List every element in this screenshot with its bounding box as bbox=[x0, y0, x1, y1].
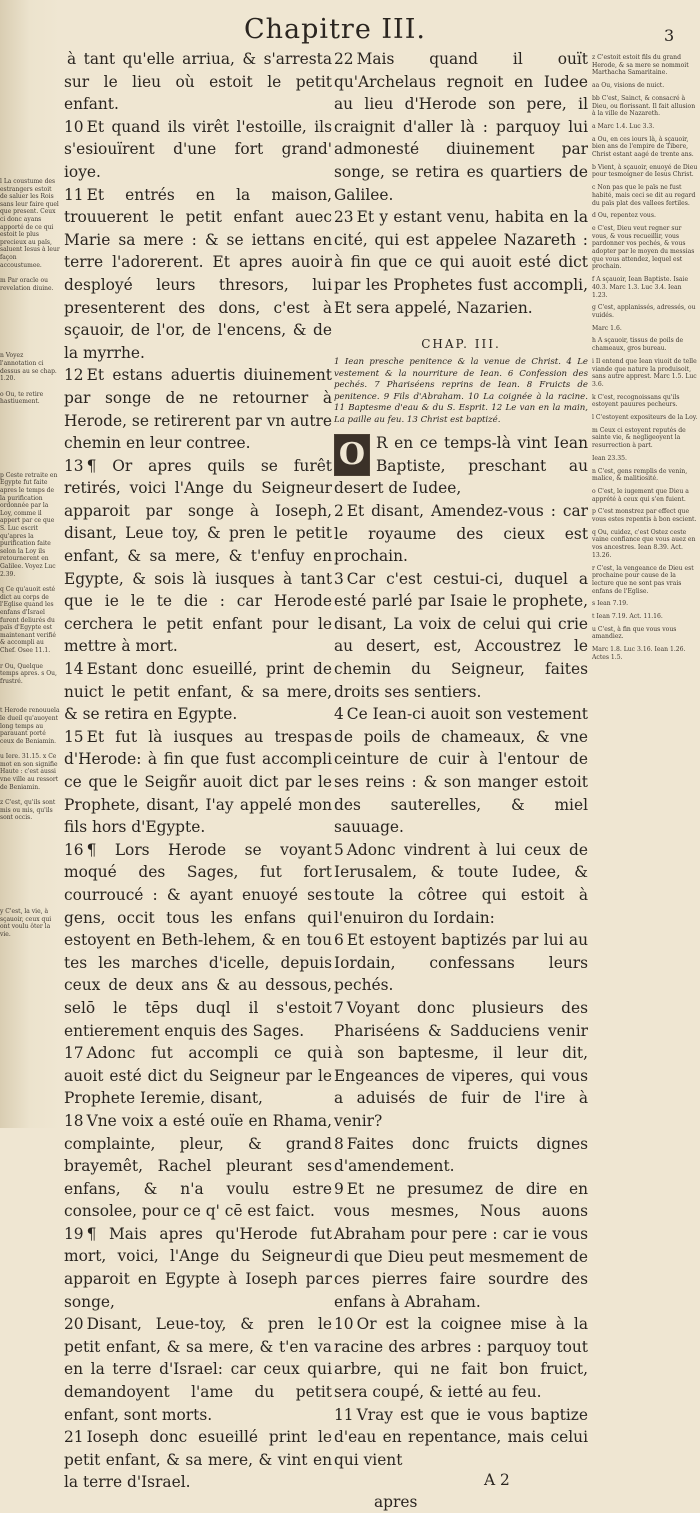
verse: 23 Et y estant venu, habita en la cité, qui est appelee Nazareth : à fin que ce qui auoit esté dict par les Prophetes fust accompli, Et sera appelé, Nazarien. bbox=[334, 208, 588, 317]
margin-note: z C'est, qu'ils sont mis ou mis, qu'ils sont occis. bbox=[0, 799, 56, 822]
decorated-initial: O bbox=[334, 434, 370, 476]
margin-note: i Il entend que Iean viuoit de telle viande que nature la produisoit, sans autre apprest. Marc 1.5. Luc 3.6. bbox=[592, 357, 697, 388]
verse: 6 Et estoyent baptizés par lui au Iordain, confessans leurs pechés. bbox=[334, 931, 588, 995]
verse: 11 Vray est que ie vous baptize d'eau en repentance, mais celui qui vient bbox=[334, 1405, 588, 1469]
margin-note: c Non pas que le païs ne fust habité, mais ceci se dit au regard du païs plat des vallees fertiles. bbox=[592, 184, 696, 207]
verse: 14 Estant donc esueillé, print de nuict le petit enfant, & sa mere, & se retira en Egypte. bbox=[64, 660, 332, 724]
margin-note: p Ceste retraite en Egypte fut faite apres le temps de la purification ordonnée par la Loy, comme il appert par ce que S. Luc escrit qu'apres la purification faite selon la Loy ils retournerent en Galilee. Voyez Luc 2.39. bbox=[0, 471, 58, 578]
margin-note: m Par oracle ou revelation diuine. bbox=[0, 277, 54, 292]
verse: à tant qu'elle arriua, & s'arresta sur le lieu où estoit le petit enfant. bbox=[64, 50, 332, 114]
signature-mark: A 2 bbox=[484, 1471, 510, 1490]
margin-note: f A sçauoir, Iean Baptiste. Isaie 40.3. Marc 1.3. Luc 3.4. Iean 1.23. bbox=[592, 276, 689, 299]
verse: 17 Adonc fut accompli ce qui auoit esté dict du Seigneur par le Prophete Ieremie, disant, bbox=[64, 1044, 332, 1108]
left-margin-glosses bbox=[0, 178, 60, 946]
verse: 4 Ce Iean-ci auoit son vestement de poils de chameaux, & vne ceinture de cuir à l'entour de ses reins : & son manger estoit des sauterelles, & miel sauuage. bbox=[334, 705, 588, 837]
verse: 21 Ioseph donc esueillé print le petit enfant, & sa mere, & vint en la terre d'Israel. bbox=[64, 1428, 332, 1492]
margin-note: l La coustume des estrangers estoit de saluer les Rois sans leur faire quel que present. Ceux ci donc ayans apporté de ce qui estoit le plus precieux au païs, saluent Iesus à leur façon accoustumee. bbox=[0, 178, 60, 269]
verse: 5 Adonc vindrent à lui ceux de Ierusalem, & toute Iudee, & toute la côtree qui estoit à l'enuiron du Iordain: bbox=[334, 840, 588, 927]
margin-note: t Herode renouuela le dueil qu'auoyent long temps au parauant porté ceux de Beniamin. bbox=[0, 707, 60, 745]
margin-note: aa Ou, visions de nuict. bbox=[592, 82, 665, 90]
margin-note: p C'est monstrez par effect que vous estes repentis à bon escient. bbox=[592, 508, 697, 524]
margin-note: z C'estoit estoit fils du grand Herode, & sa mere se nommoit Marthacha Samaritaine. bbox=[592, 54, 689, 77]
margin-note: r C'est, la vengeance de Dieu est prochaine pour cause de la lecture que ne sont pas vrais enfans de l'Eglise. bbox=[592, 564, 694, 595]
margin-note: o C'est, le iugement que Dieu a apprété à ceux qui s'en fuient. bbox=[592, 487, 689, 503]
verse: 2 Et disant, Amendez-vous : car le royaume des cieux est prochain. bbox=[334, 501, 588, 566]
margin-note: k C'est, recognoissans qu'ils estoyent pauures pecheurs. bbox=[592, 393, 680, 409]
margin-note: Marc 1.8. Luc 3.16. Iean 1.26. Actes 1.5. bbox=[592, 646, 686, 661]
margin-note: r Ou, Quelque temps apres. s Ou, frustré. bbox=[0, 662, 57, 685]
left-text-column bbox=[64, 48, 332, 1494]
chapter-summary: 1 Iean presche penitence & la venue de Christ. 4 Le vestement & la nourriture de Iean. 6 Confession des pechés. 7 Phariséens reprins de Iean. 8 Fruicts de penitence. 9 Fils d'Abraham. 10 La coignée à la racine. 11 Baptesme d'eau & du S. Esprit. 12 Le van en la main, La paille au feu. 13 Christ est baptizé. bbox=[334, 357, 588, 425]
margin-note: a Ou, en ces iours là, à sçauoir, bien ans de l'empire de Tibere, Christ estant aagé de trente ans. bbox=[592, 135, 694, 159]
margin-note: q Ou, cuidez, c'est Ostez ceste vaine confiance que vous auez en vos ancestres. Iean 8.39. Act. 13.26. bbox=[592, 528, 696, 559]
margin-note: h A sçauoir, tissus de poils de chameaux, gros bureau. bbox=[592, 337, 684, 353]
verse: 7 Voyant donc plusieurs des Phariséens & Sadduciens venir à son baptesme, il leur dit, Engeances de viperes, qui vous a aduisés de fuir de l'ire à venir? bbox=[334, 998, 588, 1130]
verse: 10 Or est la coignee mise à la racine des arbres : parquoy tout arbre, qui ne fait bon fruict, sera coupé, & ietté au feu. bbox=[334, 1315, 588, 1402]
right-margin-glosses bbox=[592, 54, 698, 667]
margin-note: bb C'est, Sainct, & consacré à Dieu, ou florissant. Il fait allusion à la ville de Nazareth. bbox=[592, 94, 696, 118]
verse: O R en ce temps-là vint Iean Baptiste, preschant au desert de Iudee, bbox=[334, 434, 588, 498]
margin-note: l C'estoyent expositeurs de la Loy. bbox=[592, 414, 698, 422]
verse: 19 ¶ Mais apres qu'Herode fut mort, voici, l'Ange du Seigneur apparoit en Egypte à Ioseph par songe, bbox=[64, 1224, 332, 1311]
verse: 12 Et estans aduertis diuinement par songe de ne retourner à Herode, se retirerent par vn autre chemin en leur contree. bbox=[64, 366, 332, 453]
margin-note: m Ceux ci estoyent reputés de sainte vie, & negligeoyent la resurrection à part. bbox=[592, 426, 686, 450]
margin-note: n Voyez l'annotation ci dessus au se chap. 1.20. bbox=[0, 352, 57, 383]
margin-note: e C'est, Dieu veut regner sur vous, & vous recueillir, vous pardonner vos pechés, & vous adopter par le moyen du messias que vous attendez, lequel est prochain. bbox=[592, 224, 695, 271]
verse: 3 Car c'est cestui-ci, duquel a esté parlé par Isaie le prophete, disant, La voix de celui qui crie au desert, est, Accoustrez le chemin du Seigneur, faites droits ses sentiers. bbox=[334, 569, 588, 701]
page-number: 3 bbox=[664, 26, 675, 45]
margin-note: d Ou, repentez vous. bbox=[592, 212, 656, 220]
verse: 8 Faites donc fruicts dignes d'amendement. bbox=[334, 1134, 588, 1176]
verse: 11 Et entrés en la maison, trouuerent le petit enfant auec Marie sa mere : & se iettans en terre l'adorerent. Et apres auoir desployé leurs thresors, lui presenterent des dons, c'est à sçauoir, de l'or, de l'encens, & de la myrrhe. bbox=[64, 185, 332, 362]
chapter-title: Chapitre III. bbox=[244, 14, 426, 45]
margin-note: Iean 23.35. bbox=[592, 454, 627, 462]
running-header bbox=[0, 14, 700, 50]
verse: 9 Et ne presumez de dire en vous mesmes, Nous auons Abraham pour pere : car ie vous di que Dieu peut mesmement de ces pierres faire sourdre des enfans à Abraham. bbox=[334, 1179, 588, 1311]
margin-note: s Iean 7.19. bbox=[592, 600, 629, 608]
margin-note: Marc 1.6. bbox=[592, 324, 622, 332]
margin-note: t Iean 7.19. Act. 11.16. bbox=[592, 613, 663, 621]
chapter-heading: CHAP. III. bbox=[421, 337, 501, 352]
verse: 22 Mais quand il ouït qu'Archelaus regnoit en Iudee au lieu d'Herode son pere, il craignit d'aller là : parquoy lui admonesté diuinement par songe, se retira es quartiers de Galilee. bbox=[334, 50, 588, 204]
catchline bbox=[334, 1469, 588, 1513]
verse: 18 Vne voix a esté ouïe en Rhama, complainte, pleur, & grand brayemêt, Rachel pleurant ses enfans, & n'a voulu estre consolee, pour ce q' cē est faict. bbox=[64, 1111, 332, 1221]
margin-note: u Iere. 31.15. x Ce mot en son signifie Haute : c'est aussi vne ville au ressort de Beniamin. bbox=[0, 753, 59, 791]
right-text-column bbox=[334, 48, 588, 1513]
verse: 15 Et fut là iusques au trespas d'Herode: à fin que fust accompli ce que le Seigñr auoit dict par le Prophete, disant, I'ay appelé mon fils hors d'Egypte. bbox=[64, 727, 332, 837]
catchword: apres bbox=[374, 1493, 418, 1512]
verse: 20 Disant, Leue-toy, & pren le petit enfant, & sa mere, & t'en va en la terre d'Israel: car ceux qui demandoyent l'ame du petit enfant, sont morts. bbox=[64, 1315, 332, 1424]
verse: 16 ¶ Lors Herode se voyant moqué des Sages, fut fort courroucé : & ayant enuoyé ses gens, occit tous les enfans qui estoyent en Beth-lehem, & en tou tes les marches d'icelle, depuis ceux de deux ans & au dessous, selō le tēps duql il s'estoit entierement enquis des Sages. bbox=[64, 840, 332, 1040]
verse: 13 ¶ Or apres quils se furêt retirés, voici l'Ange du Seigneur apparoit par songe à Ioseph, disant, Leue toy, & pren le petit enfant, & sa mere, & t'enfuy en Egypte, & sois là iusques à tant que ie le te die : car Herode cerchera le petit enfant pour le mettre à mort. bbox=[64, 456, 332, 656]
margin-note: o Ou, te retire hastiuement. bbox=[0, 390, 44, 406]
margin-note: y C'est, la vie, à sçauoir, ceux qui ont voulu ôter la vie. bbox=[0, 908, 52, 938]
verse: 10 Et quand ils virêt l'estoille, ils s'esiouïrent d'une fort grand' ioye. bbox=[64, 117, 332, 181]
margin-note: g C'est, applanissés, adressés, ou vuidés. bbox=[592, 304, 696, 319]
margin-note: q Ce qu'auoit esté dict au corps de l'Eglise quand les enfans d'Israel furent deliurés du païs d'Egypte est maintenant verifié & accompli au Chef. Osee 11.1. bbox=[0, 586, 56, 654]
margin-note: n C'est, gens remplis de venin, malice, & malitiosité. bbox=[592, 467, 688, 483]
margin-note: b Vient, à sçauoir, enuoyé de Dieu pour tesmoigner de Iesus Christ. bbox=[592, 163, 698, 179]
margin-note: u C'est, à fin que vous vous amandiez. bbox=[592, 625, 677, 641]
margin-note: a Marc 1.4. Luc 3.3. bbox=[592, 122, 655, 130]
